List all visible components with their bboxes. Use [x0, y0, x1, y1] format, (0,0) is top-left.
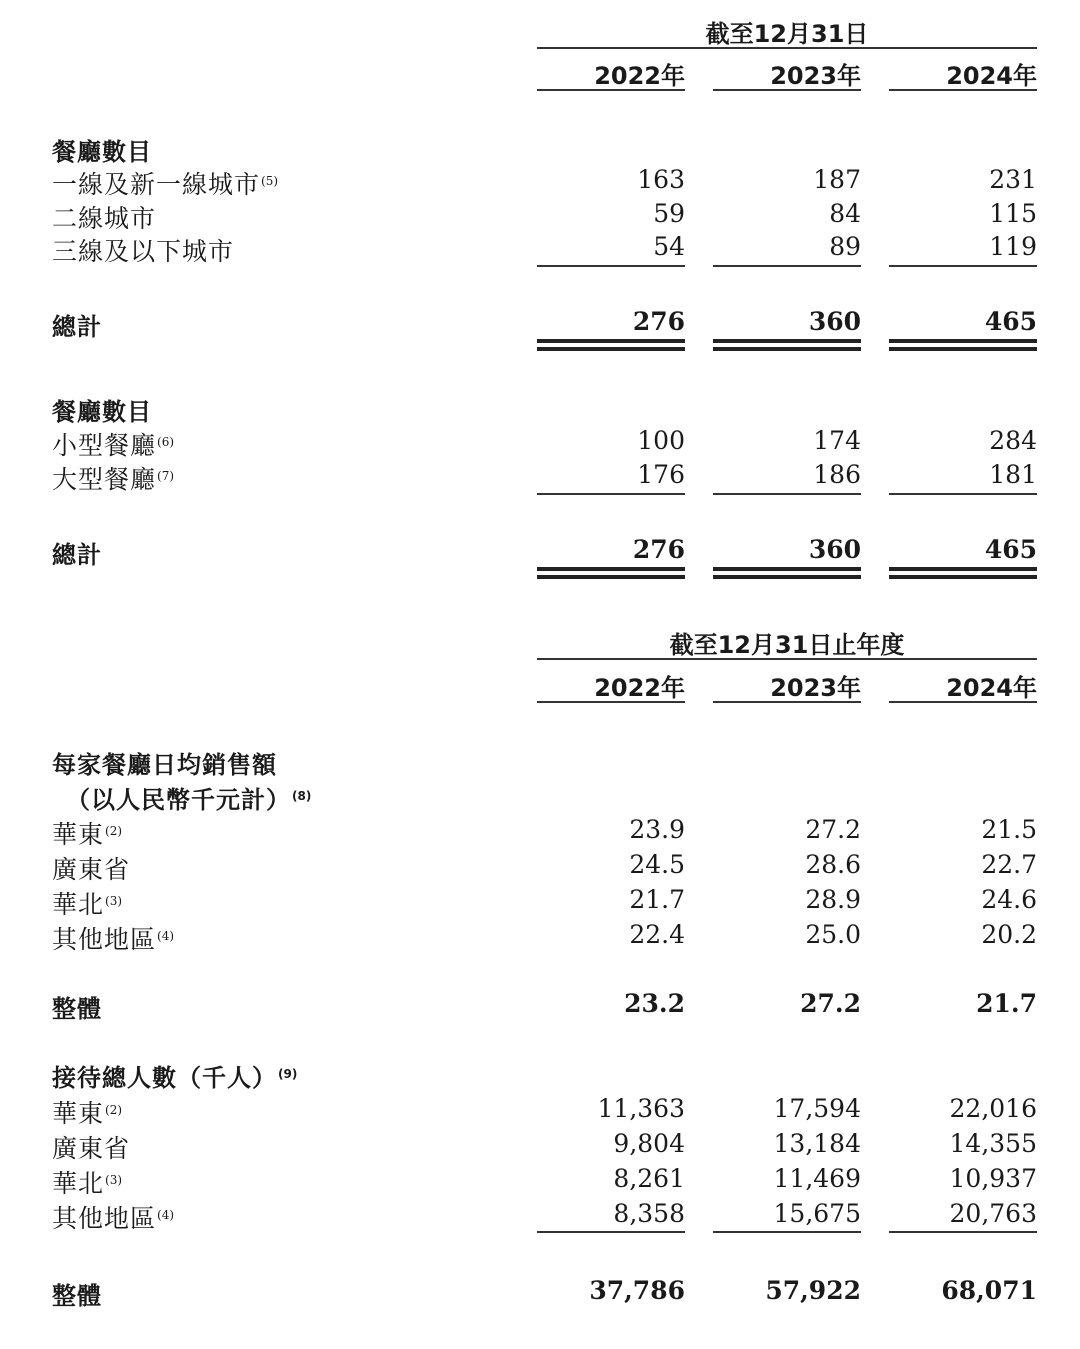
total-value: 68,071: [941, 1276, 1037, 1305]
footnote-ref: (5): [261, 174, 279, 188]
cell-value: 9,804: [613, 1129, 685, 1158]
cell-value: 181: [989, 460, 1037, 489]
total-label: 整體: [52, 1282, 102, 1310]
row-label: 其他地區$^{(4)}$: [52, 925, 175, 954]
footnote-ref: (2): [105, 824, 123, 838]
total-value: 360: [808, 535, 861, 564]
cell-value: 17,594: [773, 1094, 861, 1123]
cell-value: 284: [989, 426, 1037, 455]
total-double-rule: [889, 339, 1037, 351]
subtotal-rule: [713, 493, 861, 495]
row-label: 小型餐廳$^{(6)}$: [52, 431, 175, 460]
total-label: 總計: [52, 313, 102, 341]
cell-value: 89: [829, 232, 861, 261]
table1-period-header: 截至12月31日: [705, 20, 869, 48]
section-title: 每家餐廳日均銷售額: [52, 751, 277, 779]
footnote-ref: (8): [292, 789, 312, 803]
cell-value: 28.9: [805, 885, 861, 914]
subtotal-rule: [713, 1231, 861, 1233]
total-value: 23.2: [624, 989, 685, 1018]
cell-value: 176: [637, 460, 685, 489]
section-subtitle: （以人民幣千元計）$^{(8)}$: [66, 786, 312, 814]
row-label: 其他地區$^{(4)}$: [52, 1204, 175, 1233]
cell-value: 163: [637, 165, 685, 194]
cell-value: 13,184: [773, 1129, 861, 1158]
cell-value: 23.9: [629, 815, 685, 844]
total-value: 360: [808, 307, 861, 336]
total-value: 37,786: [589, 1276, 685, 1305]
section-title: 餐廳數目: [52, 398, 152, 426]
year-header-2024: 2024年: [946, 62, 1037, 90]
total-double-rule: [537, 339, 685, 351]
row-label: 華東$^{(2)}$: [52, 1099, 123, 1128]
cell-value: 119: [989, 232, 1037, 261]
total-value: 27.2: [800, 989, 861, 1018]
total-double-rule: [713, 567, 861, 579]
row-label: 一線及新一線城市$^{(5)}$: [52, 170, 279, 199]
total-value: 21.7: [976, 989, 1037, 1018]
cell-value: 24.6: [981, 885, 1037, 914]
cell-value: 174: [813, 426, 861, 455]
year-rule-2024: [889, 701, 1037, 703]
total-value: 465: [984, 535, 1037, 564]
cell-value: 22,016: [949, 1094, 1037, 1123]
footnote-ref: (7): [157, 469, 175, 483]
year-header-2023: 2023年: [770, 62, 861, 90]
cell-value: 25.0: [805, 920, 861, 949]
row-label: 華北$^{(3)}$: [52, 1169, 123, 1198]
cell-value: 186: [813, 460, 861, 489]
cell-value: 20.2: [981, 920, 1037, 949]
total-double-rule: [537, 567, 685, 579]
cell-value: 21.5: [981, 815, 1037, 844]
cell-value: 187: [813, 165, 861, 194]
cell-value: 21.7: [629, 885, 685, 914]
footnote-ref: (4): [157, 929, 175, 943]
cell-value: 20,763: [949, 1199, 1037, 1228]
cell-value: 10,937: [949, 1164, 1037, 1193]
cell-value: 22.7: [981, 850, 1037, 879]
row-label: 廣東省: [52, 1134, 131, 1163]
cell-value: 59: [653, 199, 685, 228]
row-label: 廣東省: [52, 855, 131, 884]
cell-value: 8,358: [613, 1199, 685, 1228]
footnote-ref: (6): [157, 435, 175, 449]
footnote-ref: (3): [105, 1173, 123, 1187]
table2-period-header: 截至12月31日止年度: [669, 631, 905, 659]
cell-value: 27.2: [805, 815, 861, 844]
cell-value: 22.4: [629, 920, 685, 949]
subtotal-rule: [889, 1231, 1037, 1233]
subtotal-rule: [889, 493, 1037, 495]
row-label: 華北$^{(3)}$: [52, 890, 123, 919]
subtotal-rule: [889, 265, 1037, 267]
row-label: 二線城市: [52, 204, 157, 233]
subtotal-rule: [713, 265, 861, 267]
section-title: 接待總人數（千人）$^{(9)}$: [52, 1064, 298, 1092]
section-title: 餐廳數目: [52, 138, 152, 166]
footnote-ref: (2): [105, 1103, 123, 1117]
total-double-rule: [713, 339, 861, 351]
cell-value: 11,469: [773, 1164, 861, 1193]
cell-value: 54: [653, 232, 685, 261]
cell-value: 115: [989, 199, 1037, 228]
cell-value: 28.6: [805, 850, 861, 879]
cell-value: 24.5: [629, 850, 685, 879]
total-label: 總計: [52, 541, 102, 569]
row-label: 三線及以下城市: [52, 237, 235, 266]
year-rule-2023: [713, 89, 861, 91]
header-rule: [537, 47, 1037, 49]
cell-value: 231: [989, 165, 1037, 194]
total-value: 276: [632, 307, 685, 336]
year-rule-2022: [537, 701, 685, 703]
subtotal-rule: [537, 265, 685, 267]
cell-value: 11,363: [597, 1094, 685, 1123]
year-rule-2024: [889, 89, 1037, 91]
cell-value: 15,675: [773, 1199, 861, 1228]
year-rule-2022: [537, 89, 685, 91]
subtotal-rule: [537, 1231, 685, 1233]
row-label: 華東$^{(2)}$: [52, 820, 123, 849]
cell-value: 14,355: [949, 1129, 1037, 1158]
cell-value: 84: [829, 199, 861, 228]
total-value: 276: [632, 535, 685, 564]
total-value: 465: [984, 307, 1037, 336]
year-header-2022: 2022年: [594, 674, 685, 702]
year-rule-2023: [713, 701, 861, 703]
footnote-ref: (4): [157, 1208, 175, 1222]
total-label: 整體: [52, 995, 102, 1023]
total-double-rule: [889, 567, 1037, 579]
header-rule: [537, 658, 1037, 660]
row-label: 大型餐廳$^{(7)}$: [52, 465, 175, 494]
subtotal-rule: [537, 493, 685, 495]
year-header-2023: 2023年: [770, 674, 861, 702]
footnote-ref: (3): [105, 894, 123, 908]
cell-value: 100: [637, 426, 685, 455]
footnote-ref: (9): [278, 1067, 298, 1081]
total-value: 57,922: [765, 1276, 861, 1305]
year-header-2024: 2024年: [946, 674, 1037, 702]
year-header-2022: 2022年: [594, 62, 685, 90]
cell-value: 8,261: [613, 1164, 685, 1193]
